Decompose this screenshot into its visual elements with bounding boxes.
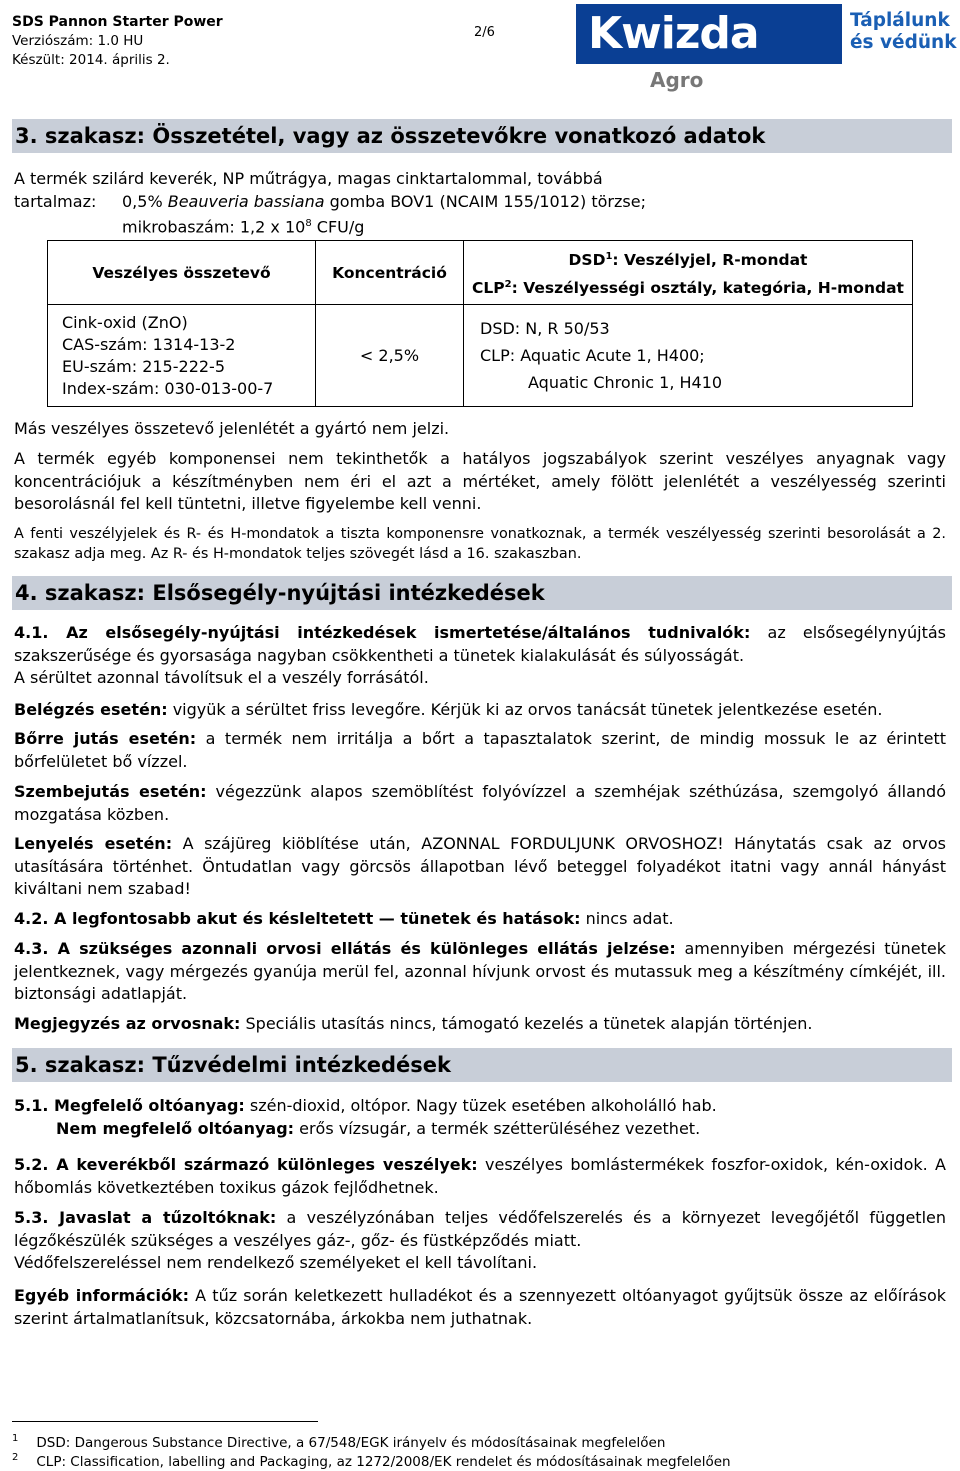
species-name: Beauveria bassiana — [167, 191, 325, 211]
section-4-1-text2: A sérültet azonnal távolítsuk el a veszély forrásától. — [14, 668, 429, 687]
note-to-physician — [14, 1013, 946, 1036]
clp-classification-2: Aquatic Chronic 1, H410 — [528, 373, 723, 392]
eye-label: Szembejutás esetén: — [14, 782, 207, 801]
skin-label: Bőrre jutás esetén: — [14, 729, 197, 748]
footnote-1-text: DSD: Dangerous Substance Directive, a 67/548/EGK irányelv és módosításainak megfelelően — [36, 1434, 666, 1451]
physician-text: Speciális utasítás nincs, támogató kezelés a tünetek alapján történjen. — [240, 1014, 813, 1033]
document-header — [12, 13, 223, 70]
page-number: 2/6 — [474, 25, 495, 40]
section-4-1 — [14, 622, 946, 690]
section-5-1 — [14, 1095, 946, 1140]
section-5-1-text: szén-dioxid, oltópor. Nagy tüzek esetében alkoholálló hab. — [244, 1096, 717, 1115]
col-header-clp — [465, 273, 911, 300]
cfu-unit: CFU/g — [311, 217, 365, 237]
issue-date: Készült: 2014. április 2. — [12, 52, 170, 68]
other-components-note: Más veszélyes összetevő jelenlétét a gyártó nem jelzi. — [14, 419, 450, 438]
section-4-1-label: 4.1. Az elsősegély-nyújtási intézkedések ismertetése/általános tudnivalók: — [14, 623, 751, 642]
unsuitable-text: erős vízsugár, a termék szétterüléséhez vezethet. — [294, 1118, 701, 1138]
footnote-2-number: 2 — [12, 1452, 19, 1463]
composition-percent: 0,5% — [122, 191, 168, 211]
section-5-3-text2: Védőfelszereléssel nem rendelkező személyeket el kell távolítani. — [14, 1253, 538, 1272]
composition-line2 — [14, 191, 946, 214]
other-info-text: A tűz során keletkezett hulladékot és a szennyezett oltóanyagot gyűjtsük össze az előírások szerint ártalmatlanítsuk, közcsatornába, árkokba nem juthatnak. — [14, 1286, 947, 1328]
cas-number: CAS-szám: 1314-13-2 — [62, 334, 236, 354]
unsuitable-media — [14, 1118, 946, 1141]
section-4-3 — [14, 938, 946, 1006]
other-information — [14, 1285, 946, 1330]
logo-sub: Agro — [650, 68, 704, 92]
kwizda-logo — [576, 4, 960, 96]
component-cell — [48, 305, 316, 407]
logo-slogan-line2: és védünk — [850, 32, 957, 53]
section-4-2 — [14, 908, 946, 931]
logo-slogan — [850, 10, 957, 54]
section-4-1-text: az elsősegélynyújtás szakszerűsége és gyorsasága nagyban csökkentheti a tünetek kialakulását és súlyosságát. — [14, 623, 946, 665]
composition-line3 — [14, 213, 946, 239]
section-4-title: 4. szakasz: Elsősegély-nyújtási intézkedések — [12, 576, 952, 610]
inhalation-label: Belégzés esetén: — [14, 700, 168, 719]
ingestion — [14, 833, 946, 901]
classification-cell — [464, 305, 913, 407]
logo-brand: Kwizda — [576, 4, 842, 64]
section-5-2 — [14, 1154, 946, 1199]
section-4-2-label: 4.2. A legfontosabb akut és késleltetett — tünetek és hatások: — [14, 909, 581, 928]
unsuitable-label: Nem megfelelő oltóanyag: — [56, 1118, 295, 1138]
footnote-2-text: CLP: Classification, labelling and Packaging, az 1272/2008/EK rendelet és módosításainak megfelelően — [36, 1453, 731, 1470]
footnote-divider — [12, 1421, 318, 1422]
section-3-title: 3. szakasz: Összetétel, vagy az összetevőkre vonatkozó adatok — [12, 119, 952, 153]
col-header-classification — [464, 241, 913, 305]
composition-line1: A termék szilárd keverék, NP műtrágya, magas cinktartalommal, továbbá — [14, 169, 603, 188]
hazardous-components-table — [47, 240, 913, 407]
skin-contact — [14, 728, 946, 773]
inhalation-text: vigyük a sérültet friss levegőre. Kérjük ki az orvos tanácsát tünetek jelentkezése esetén. — [167, 700, 883, 719]
section-5-3-text: a veszélyzónában teljes védőfelszerelés és a környezet levegőjétől független légzőkészülék szükséges a veszélyes gáz-, gőz- és füstképződés miatt. — [14, 1208, 946, 1250]
section-4-3-text: amennyiben mérgezési tünetek jelentkeznek, vagy mérgezés gyanúja merül fel, azonnal hívjunk orvost és mutassuk meg a készítmény címkéjét, ill. biztonsági adatlapját. — [14, 939, 946, 1003]
component-name: Cink-oxid (ZnO) — [62, 312, 188, 332]
eu-number: EU-szám: 215-222-5 — [62, 356, 225, 376]
eye-contact — [14, 781, 946, 826]
concentration-cell: < 2,5% — [316, 305, 464, 407]
ingestion-text: A szájüreg kiöblítése után, AZONNAL FORDULJUNK ORVOSHOZ! Hánytatás csak az orvos utasítására történhet. Öntudatlan vagy görcsös állapotban lévő beteggel folyadékot itatni vagy annál hányást kiváltani nem szabad! — [14, 834, 946, 898]
section-5-2-label: 5.2. A keverékből származó különleges veszélyek: — [14, 1155, 478, 1174]
inhalation — [14, 699, 946, 722]
clp-classification-1: CLP: Aquatic Acute 1, H400; — [480, 346, 705, 365]
cfu-text: mikrobaszám: 1,2 x 10 — [122, 217, 306, 237]
composition-label: tartalmaz: — [14, 191, 97, 211]
dsd-classification: DSD: N, R 50/53 — [480, 319, 610, 338]
col-header-dsd — [465, 245, 911, 272]
other-info-label: Egyéb információk: — [14, 1286, 189, 1305]
version-number: Verziószám: 1.0 HU — [12, 33, 144, 49]
dsd-desc: : Veszélyjel, R-mondat — [612, 251, 808, 270]
index-number: Index-szám: 030-013-00-7 — [62, 378, 274, 398]
section-5-3-label: 5.3. Javaslat a tűzoltóknak: — [14, 1208, 277, 1227]
footnote-2 — [12, 1449, 731, 1471]
table-row — [48, 305, 913, 407]
dsd-footnote-ref: 1 — [605, 251, 613, 263]
footnote-1-number: 1 — [12, 1433, 19, 1444]
ingestion-label: Lenyelés esetén: — [14, 834, 173, 853]
section-4-3-label: 4.3. A szükséges azonnali orvosi ellátás és különleges ellátás jelzése: — [14, 939, 676, 958]
clp-footnote-ref: 2 — [504, 278, 512, 290]
eye-text: végezzünk alapos szemöblítést folyóvízzel a szemhéjak széthúzása, szemgolyó állandó mozgatása közben. — [14, 782, 947, 824]
dsd-abbr: DSD — [568, 251, 606, 270]
section-4-2-text: nincs adat. — [580, 909, 674, 928]
section-5-2-text: veszélyes bomlástermékek foszfor-oxidok, kén-oxidok. A hőbomlás következtében toxikus gázok fejlődhetnek. — [14, 1155, 946, 1197]
strain-text: gomba BOV1 (NCAIM 155/1012) törzse; — [324, 191, 646, 211]
skin-text: a termék nem irritálja a bőrt a tapasztalatok szerint, de mindig mossuk le az érintett bőrfelületet bő vízzel. — [14, 729, 947, 771]
physician-label: Megjegyzés az orvosnak: — [14, 1014, 241, 1033]
logo-slogan-line1: Táplálunk — [850, 10, 950, 31]
hazard-statements-note: A fenti veszélyjelek és R- és H-mondatok a tiszta komponensre vonatkoznak, a termék veszélyesség szerinti besorolását a 2. szakasz adja meg. Az R- és H-mondatok teljes szövegét lásd a 16. szakaszban. — [14, 526, 946, 562]
section-5-3 — [14, 1207, 946, 1275]
col-header-concentration: Koncentráció — [316, 241, 464, 305]
section-5-title: 5. szakasz: Tűzvédelmi intézkedések — [12, 1048, 952, 1082]
table-header-row — [48, 241, 913, 305]
section-5-1-label: 5.1. Megfelelő oltóanyag: — [14, 1096, 245, 1115]
clp-abbr: CLP — [472, 278, 505, 297]
other-components-paragraph: A termék egyéb komponensei nem tekinthetők a hatályos jogszabályok szerint veszélyes anyagnak vagy koncentrációjuk a készítményben nem éri el azt a mértéket, amely fölött jelenlétét a veszélyesség szerinti besorolásnál fel kell tüntetni, illetve figyelembe kell venni. — [14, 449, 946, 513]
composition-intro — [14, 168, 946, 239]
product-name: SDS Pannon Starter Power — [12, 14, 223, 30]
clp-desc: : Veszélyességi osztály, kategória, H-mondat — [511, 278, 904, 297]
cfu-exponent: 8 — [305, 218, 312, 229]
col-header-component: Veszélyes összetevő — [48, 241, 316, 305]
